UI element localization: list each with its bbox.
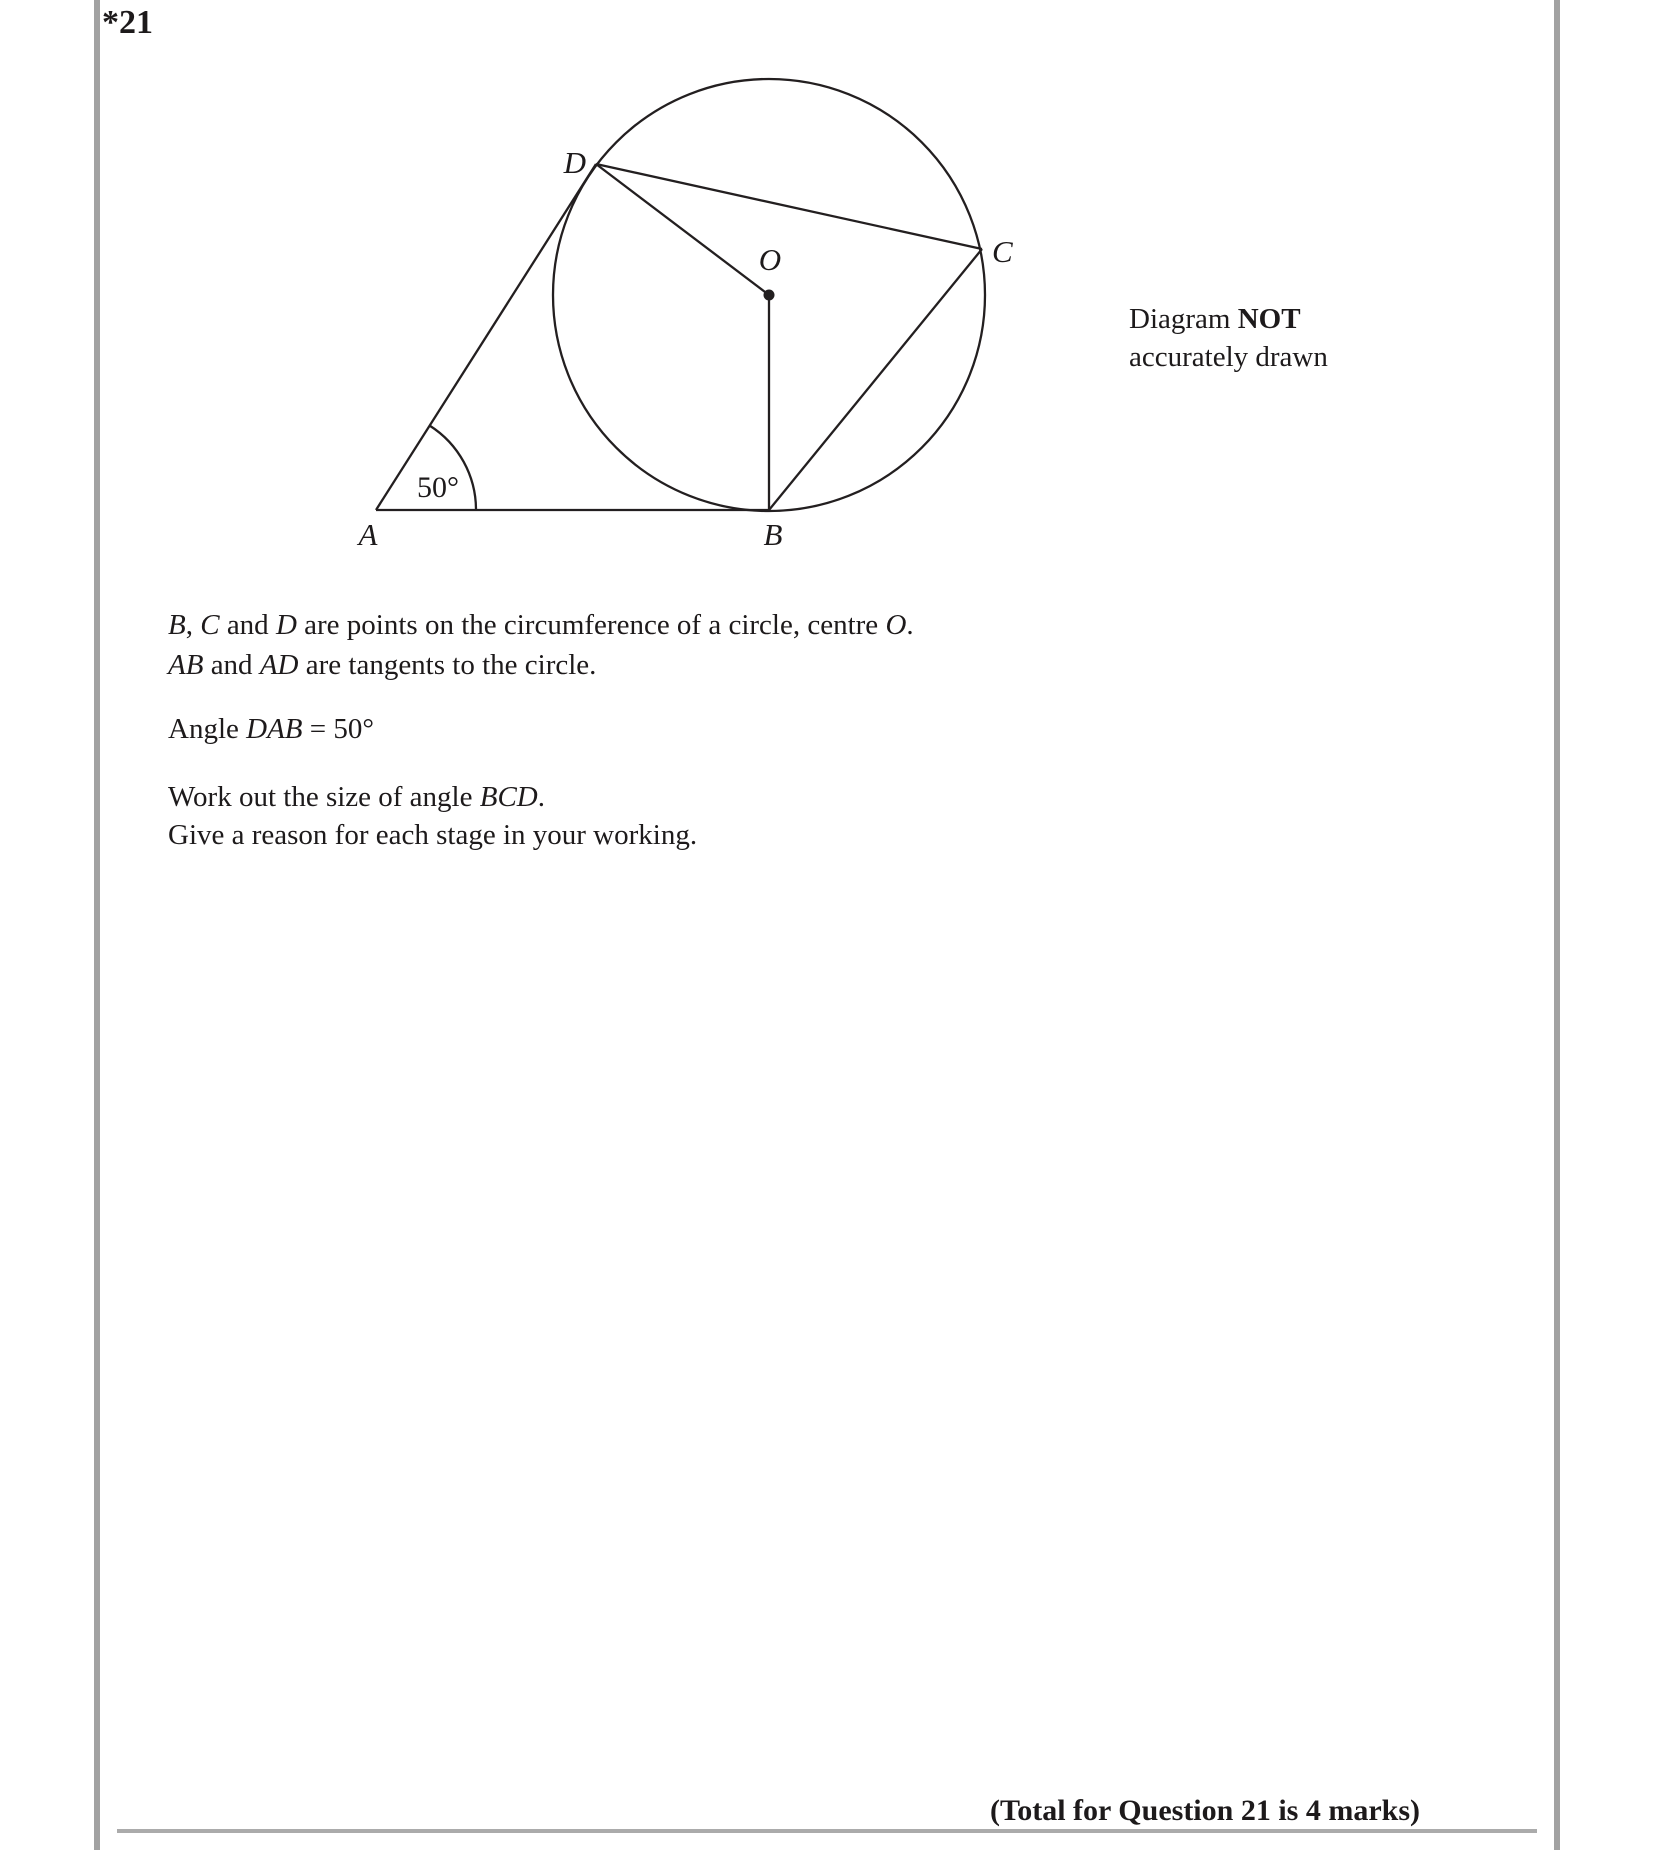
label-O: O: [758, 242, 782, 277]
diagram-not-accurate-note: [1129, 300, 1328, 376]
label-C: C: [992, 234, 1013, 269]
right-margin-rule: [1554, 0, 1560, 1850]
total-marks-label: (Total for Question 21 is 4 marks): [989, 1794, 1420, 1827]
centre-dot: [764, 290, 775, 301]
chord-bc: [769, 249, 982, 510]
label-D: D: [563, 145, 586, 180]
label-A: A: [358, 517, 378, 552]
note-line-1: Diagram NOT: [1129, 303, 1301, 335]
task-line-1: Work out the size of angle BCD.: [168, 781, 545, 813]
left-margin-rule: [94, 0, 100, 1850]
tangent-ad: [376, 164, 596, 510]
note-not-bold: NOT: [1237, 303, 1301, 335]
question-divider-rule: [117, 1829, 1537, 1833]
problem-statement-line-1: B, C and D are points on the circumference of a circle, centre O.: [168, 609, 914, 641]
angle-value-label: 50°: [417, 471, 459, 504]
label-B: B: [763, 517, 783, 552]
task-line-2: Give a reason for each stage in your working.: [168, 819, 698, 851]
circle-geometry-diagram: [300, 40, 1070, 570]
question-number: *21: [102, 4, 153, 41]
problem-statement-line-2: AB and AD are tangents to the circle.: [168, 649, 597, 681]
given-angle-line: Angle DAB = 50°: [168, 713, 374, 745]
note-line-2: accurately drawn: [1129, 341, 1328, 373]
